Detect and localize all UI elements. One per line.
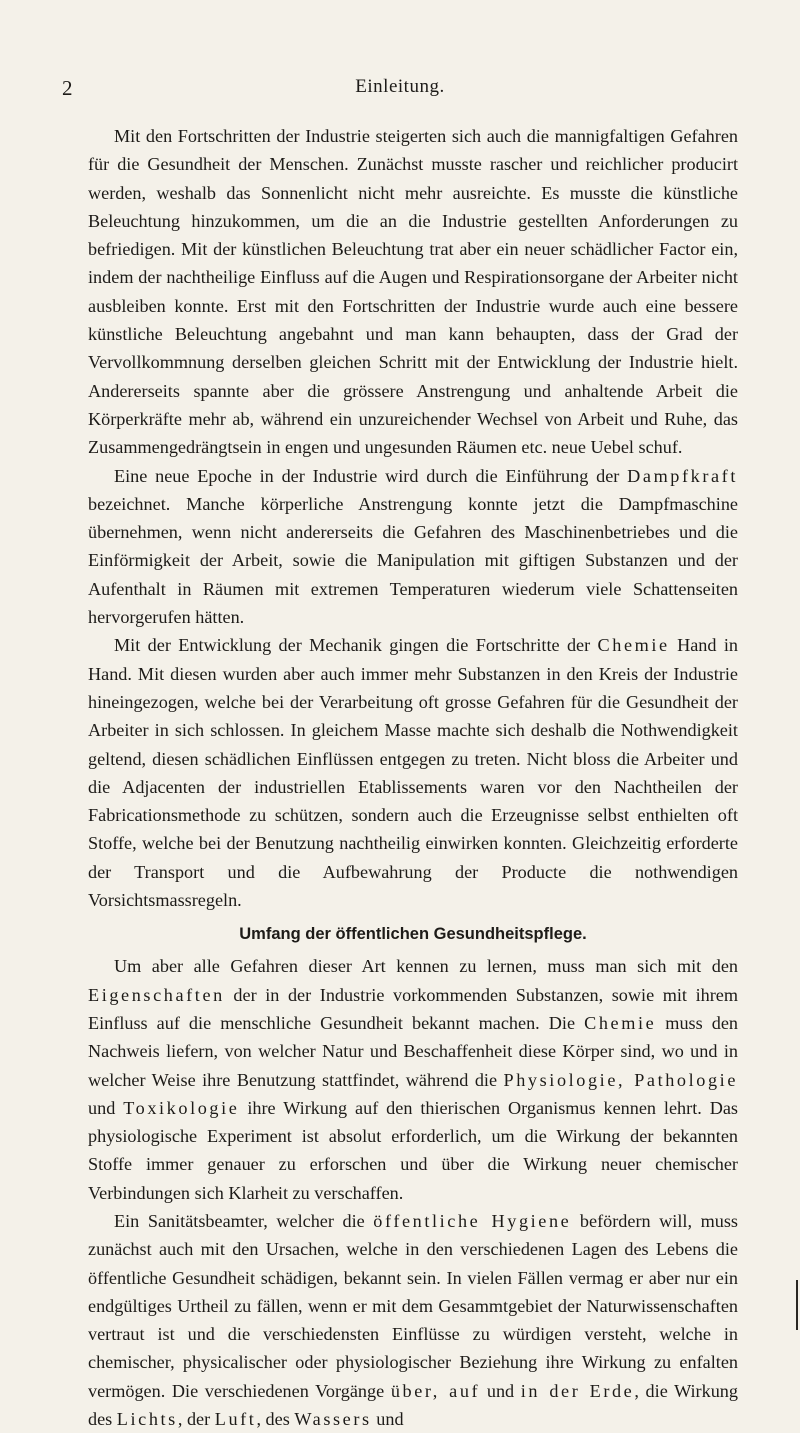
section-heading: Umfang der öffentlichen Gesundheitspflege. [239, 925, 587, 944]
body-text [88, 122, 738, 1433]
p5-text-c: und [480, 1380, 521, 1401]
paragraph-4 [88, 952, 738, 1207]
p5-emphasis-lichts: Lichts [116, 1409, 178, 1430]
p2-text-a: Eine neue Epoche in der Industrie wird durch die Einführung der [114, 465, 628, 486]
paragraph-2 [88, 462, 738, 632]
p5-text-a: Ein Sanitätsbeamter, welcher die [114, 1210, 374, 1231]
p4-text-a: Um aber alle Gefahren dieser Art kennen zu lernen, muss man sich mit den [114, 956, 738, 977]
p4-text-e: ihre Wirkung auf den thierischen Organismus kennen lehrt. Das physiologische Experiment ist absolut erforderlich, um die Wirkung der bekannten Stoffe immer genauer zu erforschen und über die Wirkung neuer chemischer Verbindungen sich Klarheit zu verschaffen. [88, 1097, 739, 1203]
running-title: Einleitung. [355, 76, 445, 97]
p5-text-d: , die Wirkung des [88, 1380, 738, 1430]
p5-emphasis-ueber-auf: über, auf [390, 1380, 481, 1401]
p5-text-g: und [371, 1409, 404, 1430]
p5-emphasis-erde: in der Erde [520, 1380, 635, 1401]
paragraph-1: Mit den Fortschritten der Industrie steigerten sich auch die mannigfaltigen Gefahren für die Gesundheit der Menschen. Zunächst musste rascher und reichlicher producirt werden, weshalb das Sonnenlicht nicht mehr ausreichte. Es musste die künstliche Beleuchtung hinzukommen, um die an die Industrie gestellten Anforderungen zu befriedigen. Mit der künstlichen Beleuchtung trat aber ein neuer schädlicher Factor ein, indem der nachtheilige Einfluss auf die Augen und Respirationsorgane der Arbeiter nicht ausbleiben konnte. Erst mit den Fortschritten der Industrie wurde auch eine bessere künstliche Beleuchtung angebahnt und man kann behaupten, dass der Grad der Vervollkommnung derselben gleichen Schritt mit der Entwicklung der Industrie hielt. Andererseits spannte aber die grössere Anstrengung und anhaltende Arbeit die Körperkräfte mehr ab, während ein unzureichender Wechsel von Arbeit und Ruhe, das Zusammengedrängtsein in engen und ungesunden Räumen etc. neue Uebel schuf. [88, 126, 738, 458]
paragraph-3 [88, 631, 738, 914]
p4-emphasis-toxikologie: Toxikologie [123, 1097, 240, 1118]
p3-text-a: Mit der Entwicklung der Mechanik gingen die Fortschritte der [114, 635, 598, 656]
p3-text-b: Hand in Hand. Mit diesen wurden aber auch immer mehr Substanzen in den Kreis der Industrie hineingezogen, welche bei der Verarbeitung oft grosse Gefahren für die Gesundheit der Arbeiter in sich schlossen. In gleichem Masse machte sich deshalb die Nothwendigkeit geltend, diesen schädlichen Einflüssen entgegen zu treten. Nicht bloss die Arbeiter und die Adjacenten der industriellen Etablissements waren vor den Nachtheilen der Fabricationsmethode zu schützen, sondern auch die Erzeugnisse selbst enthielten oft Stoffe, welche bei der Benutzung nachtheilig einwirken konnten. Gleichzeitig erforderte der Transport und die Aufbewahrung der Producte die nothwendigen Vorsichtsmassregeln. [88, 635, 739, 911]
p4-emphasis-eigenschaften: Eigenschaften [88, 984, 225, 1005]
p4-text-d: und [88, 1097, 124, 1118]
p5-text-f: , des [256, 1409, 295, 1430]
p5-emphasis-luft: Luft [214, 1409, 257, 1430]
p3-emphasis-chemie: Chemie [597, 635, 670, 656]
p5-text-b: befördern will, muss zunächst auch mit den Ursachen, welche in den verschiedenen Lagen des Lebens die öffentliche Gesundheit schädigen, bekannt sein. In vielen Fällen vermag er aber nur ein endgültiges Urtheil zu fällen, wenn er mit dem Gesammtgebiet der Naturwissenschaften vertraut ist und die verschiedensten Einflüsse zu würdigen versteht, welche in chemischer, physicalischer oder physiologischer Beziehung ihre Wirkung zu enfalten vermögen. Die verschiedenen Vorgänge [88, 1210, 738, 1401]
page-number: 2 [62, 76, 73, 100]
paragraph-5 [88, 1207, 738, 1433]
p4-emphasis-physiologie: Physiologie, Pathologie [503, 1069, 738, 1090]
p5-emphasis-hygiene: öffentliche Hygiene [373, 1210, 572, 1231]
p4-emphasis-chemie: Chemie [584, 1012, 657, 1033]
p5-emphasis-wassers: Wassers [294, 1409, 372, 1430]
p4-text-c: muss den Nachweis liefern, von welcher Natur und Beschaffenheit diese Körper sind, wo und in welcher Weise ihre Benutzung stattfindet, während die [88, 1012, 739, 1090]
p4-text-b: der in der Industrie vorkommenden Substanzen, sowie mit ihrem Einfluss auf die menschliche Gesundheit bekannt machen. Die [88, 984, 738, 1033]
p2-text-b: bezeichnet. Manche körperliche Anstrengung konnte jetzt die Dampfmaschine übernehmen, wenn nicht andererseits die Gefahren des Maschinenbetriebes und die Einförmigkeit der Arbeit, sowie die Manipulation mit giftigen Substanzen und der Aufenthalt in Räumen mit extremen Temperaturen wiederum viele Schattenseiten hervorgerufen hätten. [88, 493, 738, 628]
p5-text-e: , der [177, 1409, 215, 1430]
page-edge-shadow [796, 1280, 798, 1330]
p2-emphasis-dampfkraft: Dampfkraft [627, 465, 738, 486]
